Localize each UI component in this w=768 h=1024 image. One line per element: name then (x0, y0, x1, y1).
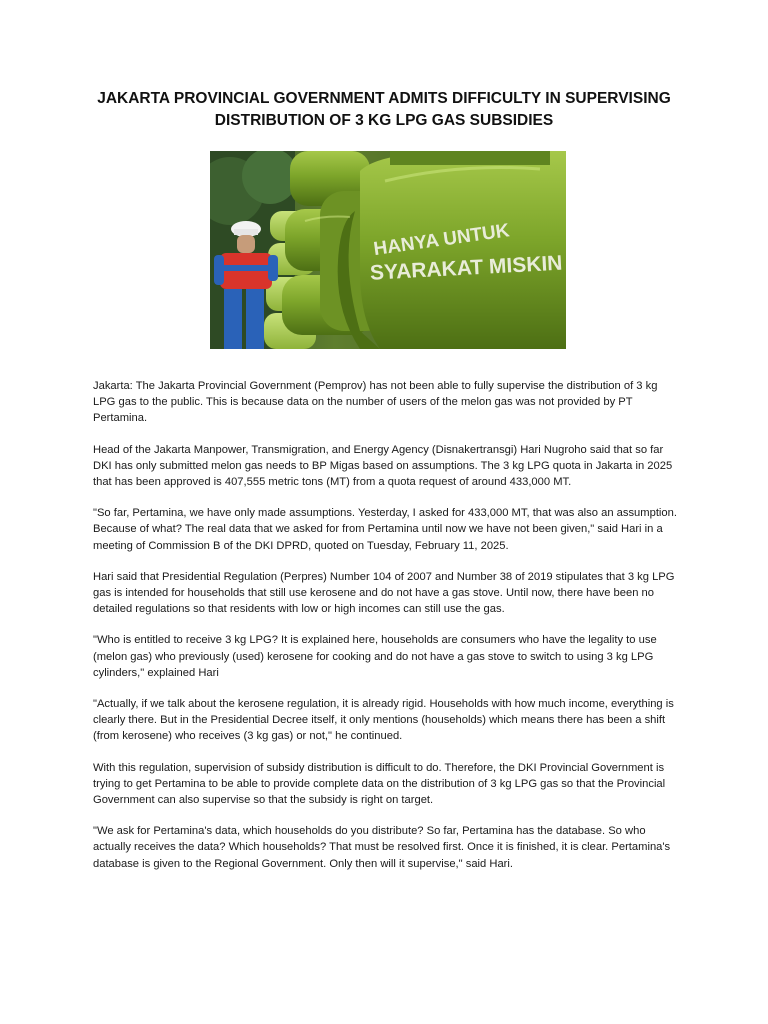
paragraph: "So far, Pertamina, we have only made assumptions. Yesterday, I asked for 433,000 MT, that was also an assumption. Because of what? The real data that we asked for from Pertamina until now we have not been given," said Hari in a meeting of Commission B of the DKI DPRD, quoted on Tuesday, February 11, 2025. (93, 507, 677, 552)
paragraph: With this regulation, supervision of subsidy distribution is difficult to do. Therefore, the DKI Provincial Government is trying to get Pertamina to be able to provide complete data on the distribution of 3 kg LPG gas so that the Provincial Government can also supervise so that the subsidy is right on target. (93, 761, 666, 807)
article-photo-lpg-cylinders (210, 151, 566, 349)
paragraph: Hari said that Presidential Regulation (Perpres) Number 104 of 2007 and Number 38 of 2019 stipulates that 3 kg LPG gas is intended for households that still use kerosene and do not have a gas stove. Until now, there have been no detailed regulations so that residents with low or high incomes can still use the gas. (93, 570, 675, 616)
article-title: JAKARTA PROVINCIAL GOVERNMENT ADMITS DIFFICULTY IN SUPERVISING DISTRIBUTION OF 3 KG LPG GAS SUBSIDIES (97, 90, 671, 129)
paragraph: "Who is entitled to receive 3 kg LPG? It is explained here, households are consumers who have the legality to use (melon gas) who previously (used) kerosene for cooking and do not have a gas stove to switch to using 3 kg LPG cylinders," explained Hari (93, 634, 657, 679)
paragraph: Jakarta: The Jakarta Provincial Government (Pemprov) has not been able to fully supervise the distribution of 3 kg LPG gas to the public. This is because data on the number of users of the melon gas was not provided by PT Pertamina. (93, 380, 658, 425)
cylinder-text-line1: HANYA UNTUK (372, 220, 511, 261)
paragraph: Head of the Jakarta Manpower, Transmigration, and Energy Agency (Disnakertransgi) Hari Nugroho said that so far DKI has only submitted melon gas needs to BP Migas based on assumptions. The 3 kg LPG quota in Jakarta in 2025 that has been approved is 407,555 metric tons (MT) from a quota request of around 433,000 MT. (93, 443, 673, 489)
cylinder-text-line2: SYARAKAT MISKIN (369, 251, 563, 285)
article-body (93, 378, 677, 887)
paragraph: "We ask for Pertamina's data, which households do you distribute? So far, Pertamina has the database. So who actually receives the data? Which households? That must be resolved first. Once it is finished, it is clear. Pertamina's database is given to the Regional Government. Only then will it supervise," said Hari. (93, 825, 671, 870)
paragraph: "Actually, if we talk about the kerosene regulation, it is already rigid. Households with how much income, everything is clearly there. But in the Presidential Decree itself, it only mentions (households) which means there has been a shift (from kerosene) who receives (3 kg gas) or not," he continued. (93, 698, 674, 743)
